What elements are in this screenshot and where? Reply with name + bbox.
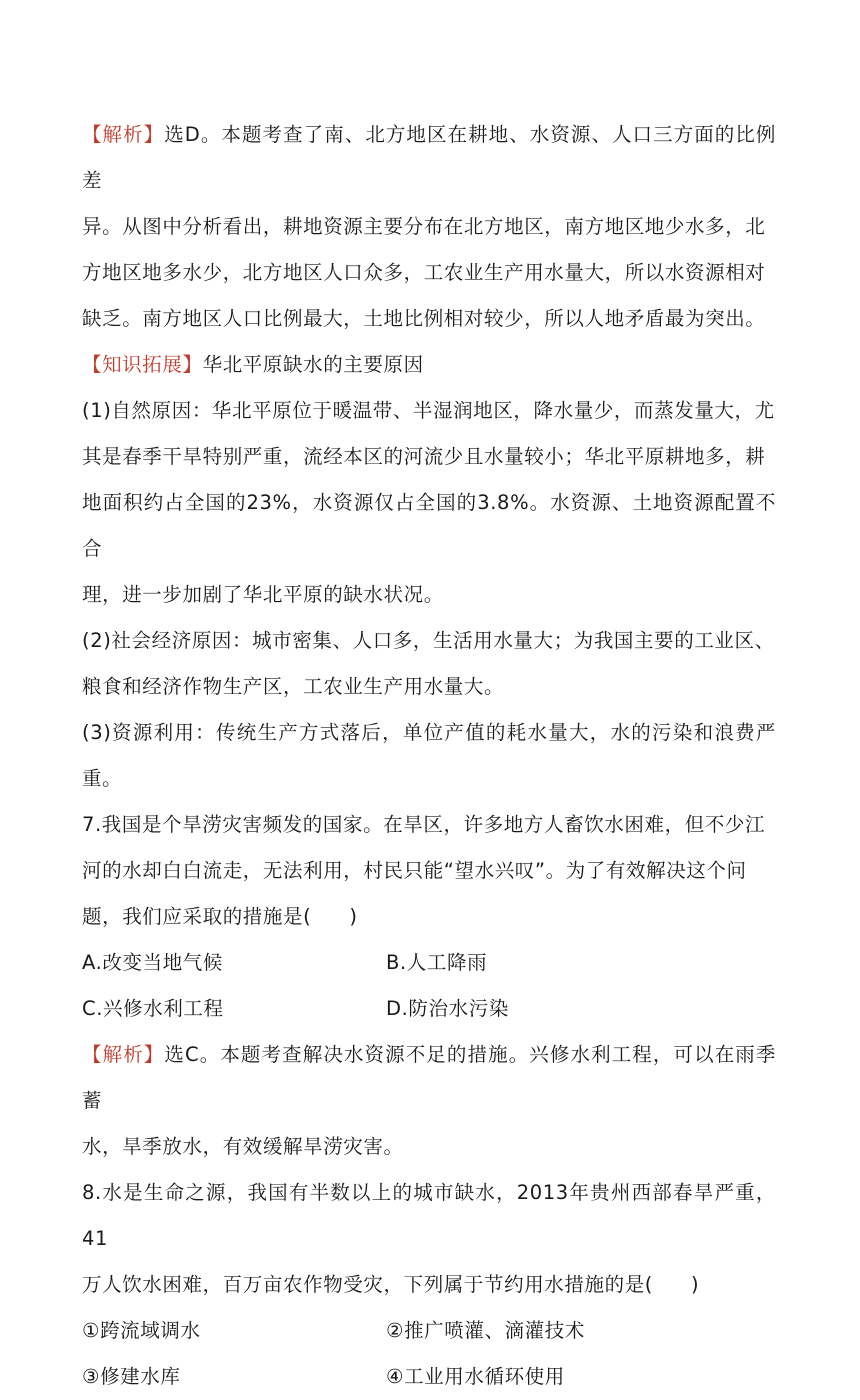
text-line	[82, 112, 776, 204]
analysis-q6	[82, 112, 776, 342]
analysis-tag: 【解析】	[82, 123, 165, 146]
text-line	[82, 1262, 776, 1308]
question-7	[82, 802, 776, 940]
extension-heading	[82, 342, 776, 388]
extension-title: 华北平原缺水的主要原因	[202, 353, 424, 376]
option-a: A.改变当地气候	[82, 951, 223, 974]
text-line: 其是春季干旱特别严重，流经本区的河流少且水量较小；华北平原耕地多，耕	[82, 445, 766, 468]
text-run: )	[691, 1273, 700, 1296]
option-d: D.防治水污染	[386, 997, 509, 1020]
option-b: B.人工降雨	[386, 951, 488, 974]
question-8	[82, 1170, 776, 1308]
text-line: 粮食和经济作物生产区，工农业生产用水量大。	[82, 675, 505, 698]
knowledge-extension	[82, 342, 776, 802]
analysis-tag: 【解析】	[82, 1043, 165, 1066]
text-line	[82, 1032, 776, 1124]
text-line: 异。从图中分析看出，耕地资源主要分布在北方地区，南方地区地少水多，北	[82, 215, 766, 238]
text-line	[82, 894, 776, 940]
text-run: )	[349, 905, 358, 928]
text-line: (3)资源利用：传统生产方式落后，单位产值的耗水量大，水的污染和浪费严重。	[82, 721, 776, 790]
text-line: 7.我国是个旱涝灾害频发的国家。在旱区，许多地方人畜饮水困难，但不少江	[82, 813, 766, 836]
text-line: 河的水却白白流走，无法利用，村民只能“望水兴叹”。为了有效解决这个问	[82, 859, 747, 882]
text-run: 选D。本题考查了南、北方地区在耕地、水资源、人口三方面的比例差	[82, 123, 777, 192]
extension-tag: 【知识拓展】	[82, 353, 203, 376]
analysis-q7	[82, 1032, 776, 1170]
text-line: (2)社会经济原因：城市密集、人口多，生活用水量大；为我国主要的工业区、	[82, 629, 775, 652]
text-line: 缺乏。南方地区人口比例最大，土地比例相对较少，所以人地矛盾最为突出。	[82, 307, 766, 330]
option-c: C.兴修水利工程	[82, 997, 224, 1020]
option-4: ④工业用水循环使用	[386, 1365, 565, 1388]
question-7-options-row-2	[82, 986, 776, 1032]
question-7-options-row-1	[82, 940, 776, 986]
text-run: 题，我们应采取的措施是(	[82, 905, 312, 928]
text-run: 选C。本题考查解决水资源不足的措施。兴修水利工程，可以在雨季蓄	[82, 1043, 776, 1112]
option-2: ②推广喷灌、滴灌技术	[386, 1319, 585, 1342]
option-1: ①跨流域调水	[82, 1319, 201, 1342]
text-line: 水，旱季放水，有效缓解旱涝灾害。	[82, 1135, 404, 1158]
text-line: 地面积约占全国的23%，水资源仅占全国的3.8%。水资源、土地资源配置不合	[82, 491, 776, 560]
question-8-options-row-1	[82, 1308, 776, 1354]
text-line: 方地区地多水少，北方地区人口众多，工农业生产用水量大，所以水资源相对	[82, 261, 766, 284]
question-8-options-row-2	[82, 1354, 776, 1400]
option-3: ③修建水库	[82, 1365, 181, 1388]
text-line: 8.水是生命之源，我国有半数以上的城市缺水，2013年贵州西部春旱严重，41	[82, 1181, 776, 1250]
text-line: (1)自然原因：华北平原位于暖温带、半湿润地区，降水量少，而蒸发量大，尤	[82, 399, 775, 422]
text-line: 理，进一步加剧了华北平原的缺水状况。	[82, 583, 444, 606]
text-run: 万人饮水困难，百万亩农作物受灾，下列属于节约用水措施的是(	[82, 1273, 654, 1296]
